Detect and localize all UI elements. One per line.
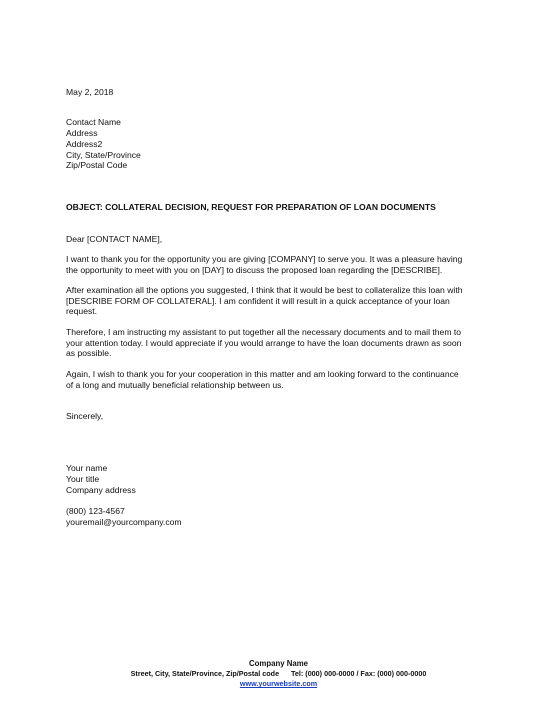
recipient-city-state: City, State/Province	[66, 150, 141, 160]
paragraph-line: of a long and mutually beneficial relationship between us.	[66, 379, 284, 390]
recipient-name: Contact Name	[66, 117, 121, 127]
footer-address-line: Street, City, State/Province, Zip/Postal code Tel: (000) 000-0000 / Fax: (000) 000-0000	[130, 669, 427, 678]
signature-name: Your name	[66, 463, 108, 473]
paragraph-2	[66, 285, 474, 317]
paragraph-1	[66, 254, 474, 275]
paragraph-line: After examination all the options you suggested, I think that it would be best to collateralize this loan with	[66, 285, 463, 295]
paragraph-line: your attention today. I would appreciate if you would arrange to have the loan documents drawn as soon	[66, 337, 462, 348]
closing: Sincerely,	[66, 411, 104, 421]
letter-date: May 2, 2018	[66, 87, 114, 97]
paragraph-line: the opportunity to meet with you on [DAY] to discuss the proposed loan regarding the [DESCRIBE].	[66, 264, 443, 275]
footer-website-link[interactable]: www.yourwebsite.com	[239, 679, 318, 688]
object-line: OBJECT: COLLATERAL DECISION, REQUEST FOR PREPARATION OF LOAN DOCUMENTS	[66, 202, 436, 212]
paragraph-line: Therefore, I am instructing my assistant to put together all the necessary documents and to mail them to	[66, 327, 462, 337]
paragraph-line: Again, I wish to thank you for your cooperation in this matter and am looking forward to the continuance	[66, 369, 459, 379]
paragraph-line: as possible.	[66, 348, 112, 359]
footer-company-name: Company Name	[249, 659, 308, 668]
paragraph-line: [DESCRIBE FORM OF COLLATERAL]. I am confident it will result in a quick acceptance of your loan	[66, 295, 450, 306]
recipient-address2: Address2	[66, 139, 103, 149]
recipient-address: Address	[66, 128, 98, 138]
paragraph-4	[66, 369, 474, 390]
signature-phone: (800) 123-4567	[66, 506, 125, 516]
signature-title: Your title	[66, 474, 100, 484]
signature-company-address: Company address	[66, 485, 136, 495]
paragraph-line: request.	[66, 306, 98, 317]
paragraph-3	[66, 327, 474, 359]
salutation: Dear [CONTACT NAME],	[66, 234, 163, 244]
recipient-zip: Zip/Postal Code	[66, 160, 128, 170]
signature-email: youremail@yourcompany.com	[66, 517, 182, 527]
paragraph-line: I want to thank you for the opportunity you are giving [COMPANY] to serve you. It was a pleasure having	[66, 254, 463, 264]
